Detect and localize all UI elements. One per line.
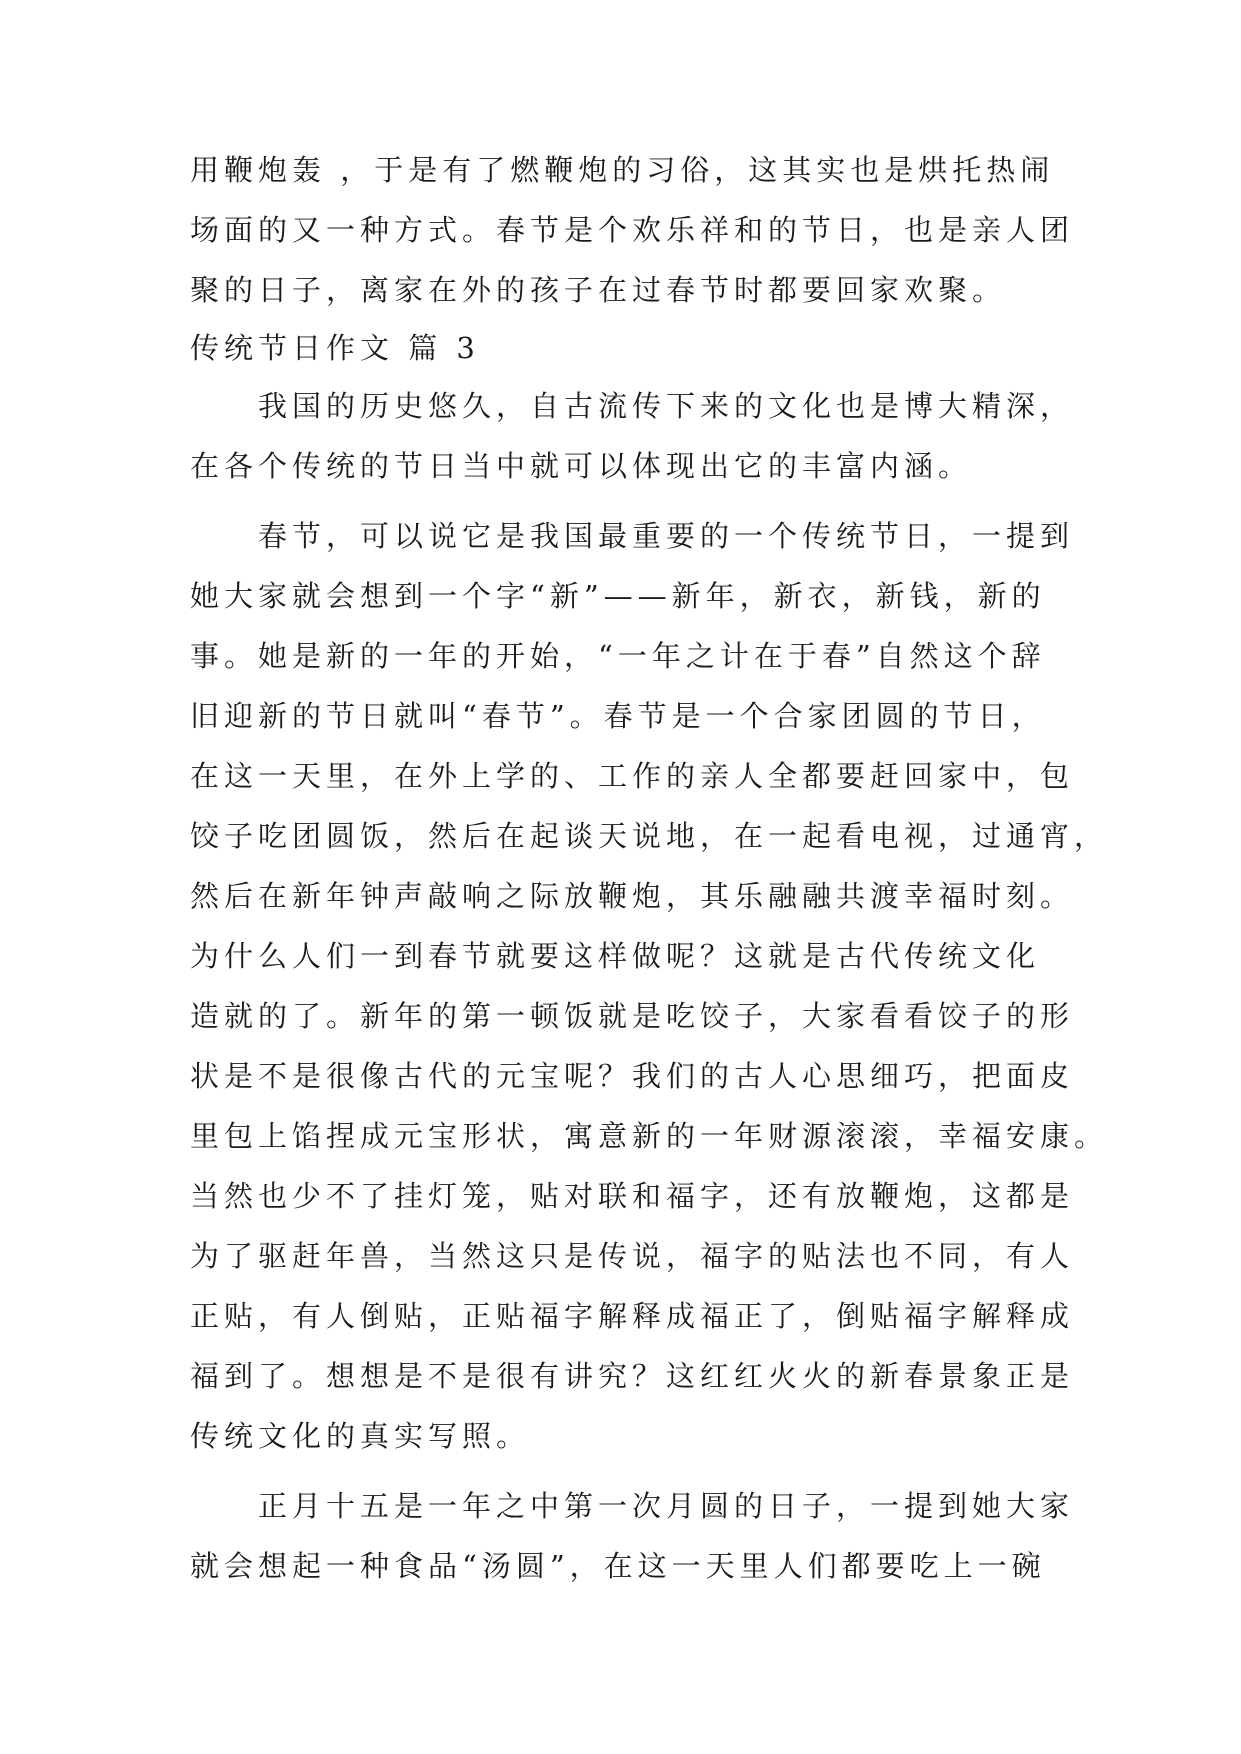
paragraph-line: 造就的了。新年的第一顿饭就是吃饺子，大家看看饺子的形 (190, 999, 1075, 1033)
paragraph-line: 饺子吃团圆饭，然后在起谈天说地，在一起看电视，过通宵， (190, 819, 1109, 853)
paragraph-line: 用鞭炮轰 ，于是有了燃鞭炮的习俗，这其实也是烘托热闹 (190, 153, 1055, 187)
paragraph-line: 状是不是很像古代的元宝呢？我们的古人心思细巧，把面皮 (190, 1059, 1075, 1093)
paragraph-line: 聚的日子，离家在外的孩子在过春节时都要回家欢聚。 (190, 273, 1007, 307)
paragraph-line: 正贴，有人倒贴，正贴福字解释成福正了，倒贴福字解释成 (190, 1299, 1075, 1333)
paragraph-line: 场面的又一种方式。春节是个欢乐祥和的节日，也是亲人团 (190, 213, 1075, 247)
paragraph-line: 当然也少不了挂灯笼，贴对联和福字，还有放鞭炮，这都是 (190, 1179, 1075, 1213)
paragraph-line: 为了驱赶年兽，当然这只是传说，福字的贴法也不同，有人 (190, 1239, 1075, 1273)
paragraph-line: 春节，可以说它是我国最重要的一个传统节日，一提到 (258, 519, 1075, 553)
paragraph-line: 里包上馅捏成元宝形状，寓意新的一年财源滚滚，幸福安康。 (190, 1119, 1109, 1153)
paragraph-line: 在各个传统的节日当中就可以体现出它的丰富内涵。 (190, 449, 973, 483)
paragraph-line: 正月十五是一年之中第一次月圆的日子，一提到她大家 (258, 1489, 1075, 1523)
paragraph-line: 事。她是新的一年的开始，“一年之计在于春”自然这个辞 (190, 639, 1046, 673)
paragraph-line: 然后在新年钟声敲响之际放鞭炮，其乐融融共渡幸福时刻。 (190, 879, 1075, 913)
paragraph-line: 我国的历史悠久，自古流传下来的文化也是博大精深， (258, 389, 1075, 423)
section-heading: 传统节日作文 篇 3 (190, 331, 480, 365)
paragraph-line: 在这一天里，在外上学的、工作的亲人全都要赶回家中，包 (190, 759, 1075, 793)
paragraph-line: 旧迎新的节日就叫“春节”。春节是一个合家团圆的节日， (190, 699, 1046, 733)
paragraph-line: 福到了。想想是不是很有讲究？这红红火火的新春景象正是 (190, 1359, 1075, 1393)
paragraph-line: 为什么人们一到春节就要这样做呢？这就是古代传统文化 (190, 939, 1041, 973)
paragraph-line: 她大家就会想到一个字“新”——新年，新衣，新钱，新的 (190, 579, 1046, 613)
paragraph-line: 就会想起一种食品“汤圆”，在这一天里人们都要吃上一碗 (190, 1549, 1046, 1583)
paragraph-line: 传统文化的真实写照。 (190, 1419, 531, 1453)
